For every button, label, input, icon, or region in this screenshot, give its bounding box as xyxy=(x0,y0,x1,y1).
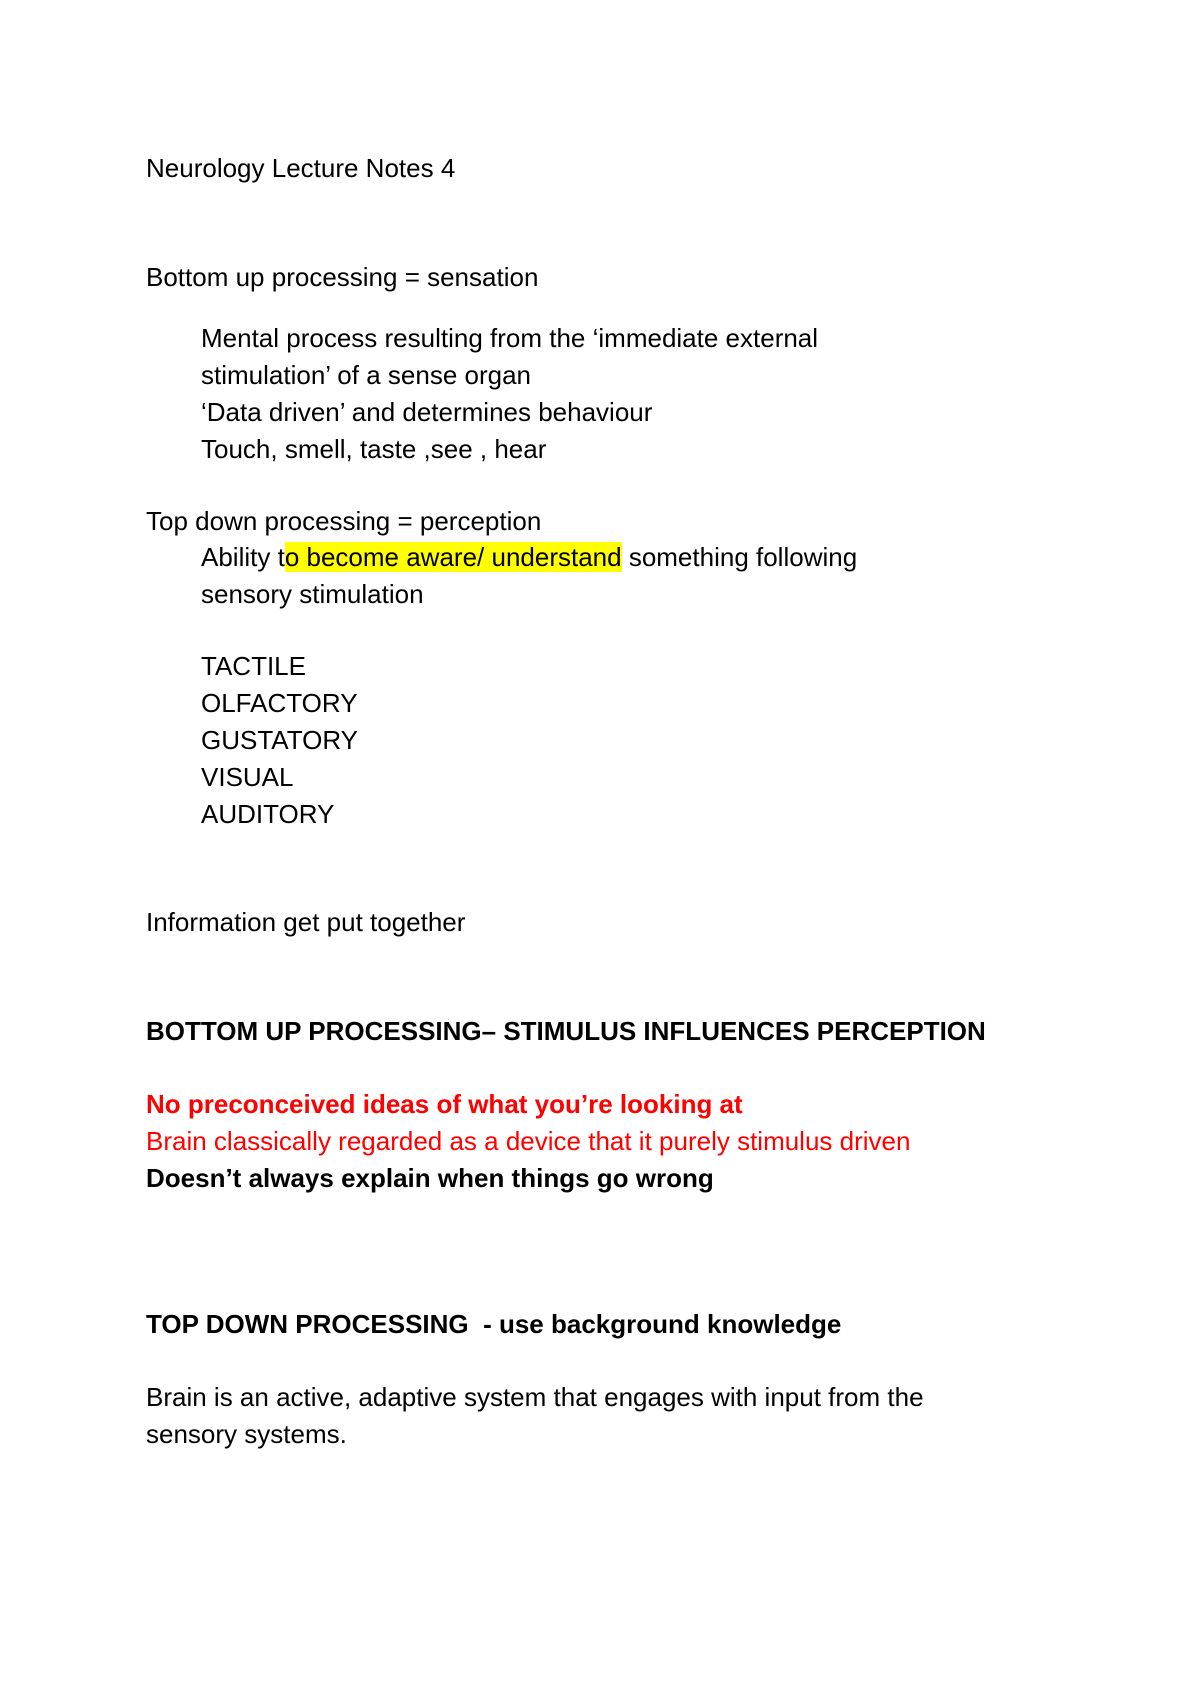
document-title: Neurology Lecture Notes 4 xyxy=(146,153,456,183)
bottom-up-line: stimulation’ of a sense organ xyxy=(201,360,532,390)
top-down-ability-line xyxy=(201,537,857,577)
bold-line: Doesn’t always explain when things go wrong xyxy=(146,1163,714,1193)
closing-line: sensory systems. xyxy=(146,1419,347,1449)
sense-item: TACTILE xyxy=(201,651,306,681)
top-down-heading: Top down processing = perception xyxy=(146,506,542,536)
highlighted-text: o become aware/ understand xyxy=(284,542,622,572)
bottom-up-line: Touch, smell, taste ,see , hear xyxy=(201,434,547,464)
top-down-line: sensory stimulation xyxy=(201,579,424,609)
sense-item: GUSTATORY xyxy=(201,725,358,755)
top-down-caps-heading: TOP DOWN PROCESSING - use background knowledge xyxy=(146,1309,842,1339)
ability-text-start: Ability t xyxy=(201,542,285,572)
info-line: Information get put together xyxy=(146,907,466,937)
bottom-up-line: Mental process resulting from the ‘immediate external xyxy=(201,323,819,353)
sense-item: AUDITORY xyxy=(201,799,335,829)
sense-item: VISUAL xyxy=(201,762,294,792)
sense-item: OLFACTORY xyxy=(201,688,358,718)
bottom-up-heading: Bottom up processing = sensation xyxy=(146,262,539,292)
bottom-up-line: ‘Data driven’ and determines behaviour xyxy=(201,397,653,427)
closing-line: Brain is an active, adaptive system that engages with input from the xyxy=(146,1382,924,1412)
ability-text-end: something following xyxy=(621,542,858,572)
red-bold-line: No preconceived ideas of what you’re looking at xyxy=(146,1089,743,1119)
bottom-up-caps-heading: BOTTOM UP PROCESSING– STIMULUS INFLUENCES PERCEPTION xyxy=(146,1016,986,1046)
red-line: Brain classically regarded as a device that it purely stimulus driven xyxy=(146,1126,911,1156)
